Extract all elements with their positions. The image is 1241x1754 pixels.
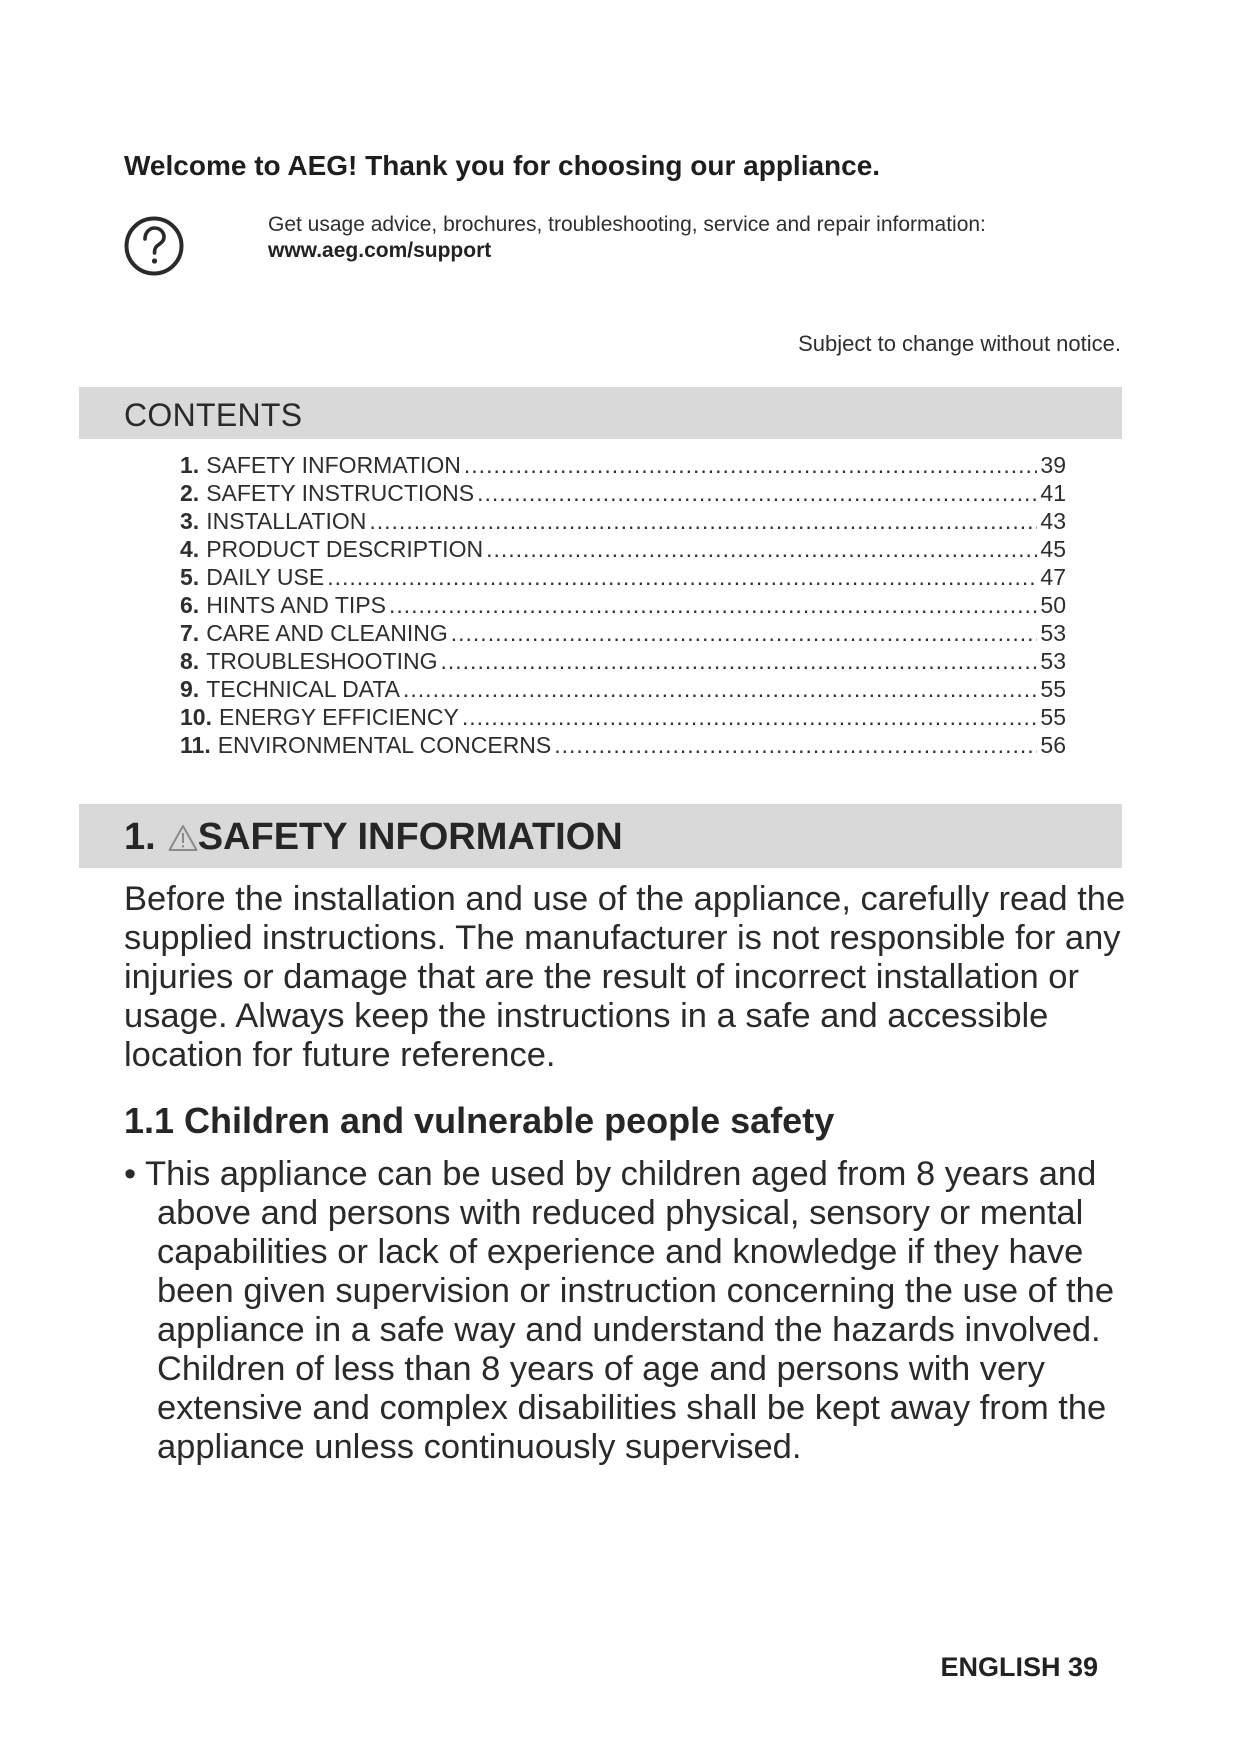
toc-leader-dots <box>403 676 1037 703</box>
toc-item[interactable] <box>180 592 1066 620</box>
toc-leader-dots <box>327 564 1037 591</box>
welcome-heading: Welcome to AEG! Thank you for choosing our appliance. <box>124 150 881 181</box>
toc-item[interactable] <box>180 564 1066 592</box>
contents-header <box>79 387 1122 439</box>
toc-item-title: PRODUCT DESCRIPTION <box>206 536 484 562</box>
toc-item[interactable] <box>180 508 1066 536</box>
toc-leader-dots <box>486 536 1037 563</box>
question-circle-icon <box>123 215 185 277</box>
toc-leader-dots <box>464 452 1038 479</box>
toc-item[interactable] <box>180 480 1066 508</box>
toc-item-title: INSTALLATION <box>206 508 367 534</box>
toc-item-number: 11. <box>180 732 211 758</box>
toc-item[interactable] <box>180 732 1066 760</box>
toc-leader-dots <box>477 480 1037 507</box>
toc-item-title: CARE AND CLEANING <box>206 620 448 646</box>
toc-item-number: 4. <box>180 536 200 562</box>
toc-item-page: 53 <box>1040 648 1066 674</box>
support-info <box>268 212 986 264</box>
toc-item-page: 53 <box>1040 620 1066 646</box>
toc-item[interactable] <box>180 648 1066 676</box>
section-intro-paragraph: Before the installation and use of the appliance, carefully read the supplied instructions. The manufacturer is not responsible for any injuries or damage that are the result of incorrect installation or usage. Always keep the instructions in a safe and accessible location for future reference. <box>124 880 1126 1074</box>
toc-item-number: 9. <box>180 676 200 702</box>
toc-item[interactable] <box>180 676 1066 704</box>
toc-item-title: ENVIRONMENTAL CONCERNS <box>217 732 552 758</box>
toc-leader-dots <box>554 732 1037 759</box>
change-notice: Subject to change without notice. <box>798 331 1121 356</box>
toc-item-number: 8. <box>180 648 200 674</box>
toc-item-number: 7. <box>180 620 200 646</box>
toc-item-title: SAFETY INFORMATION <box>206 452 461 478</box>
section-number: 1. <box>124 816 156 858</box>
toc-item[interactable] <box>180 536 1066 564</box>
toc-item-number: 10. <box>180 704 212 730</box>
toc-item[interactable] <box>180 452 1066 480</box>
toc-item-title: HINTS AND TIPS <box>206 592 386 618</box>
toc-item-title: TROUBLESHOOTING <box>206 648 438 674</box>
toc-item-title: DAILY USE <box>206 564 325 590</box>
toc-item-number: 2. <box>180 480 200 506</box>
toc-item-page: 50 <box>1040 592 1066 618</box>
toc-item-number: 3. <box>180 508 200 534</box>
subsection-title: 1.1 Children and vulnerable people safety <box>124 1100 835 1141</box>
toc-leader-dots <box>369 508 1037 535</box>
toc-leader-dots <box>462 704 1038 731</box>
bullet-paragraph: • This appliance can be used by children aged from 8 years and above and persons with reduced physical, sensory or mental capabilities or lack of experience and knowledge if they have been given supervision or instruction concerning the use of the appliance in a safe way and understand the hazards involved. Children of less than 8 years of age and persons with very extensive and complex disabilities shall be kept away from the appliance unless continuously supervised. <box>124 1155 1115 1466</box>
toc-item[interactable] <box>180 620 1066 648</box>
toc-leader-dots <box>389 592 1037 619</box>
toc-item-number: 5. <box>180 564 200 590</box>
toc-item-page: 43 <box>1040 508 1066 534</box>
warning-triangle-icon <box>168 824 198 852</box>
section-header <box>79 804 1122 868</box>
toc-item-page: 47 <box>1040 564 1066 590</box>
toc-item-title: ENERGY EFFICIENCY <box>218 704 459 730</box>
toc-item-page: 41 <box>1040 480 1066 506</box>
toc-item-page: 39 <box>1040 452 1066 478</box>
page-footer: ENGLISH 39 <box>940 1652 1098 1682</box>
toc-item-page: 45 <box>1040 536 1066 562</box>
toc-item-page: 55 <box>1040 704 1066 730</box>
toc-item-page: 56 <box>1040 732 1066 758</box>
toc-item-number: 6. <box>180 592 200 618</box>
contents-title: CONTENTS <box>124 397 303 433</box>
support-url[interactable]: www.aeg.com/support <box>268 239 492 262</box>
toc-item-title: SAFETY INSTRUCTIONS <box>206 480 475 506</box>
toc-item-page: 55 <box>1040 676 1066 702</box>
toc-leader-dots <box>441 648 1038 675</box>
toc-leader-dots <box>451 620 1038 647</box>
support-description: Get usage advice, brochures, troubleshooting, service and repair information: <box>268 213 986 236</box>
section-title-text: SAFETY INFORMATION <box>197 816 623 858</box>
toc-item[interactable] <box>180 704 1066 732</box>
toc-item-number: 1. <box>180 452 200 478</box>
section-title <box>124 816 623 859</box>
toc-item-title: TECHNICAL DATA <box>206 676 401 702</box>
table-of-contents <box>180 452 1066 760</box>
